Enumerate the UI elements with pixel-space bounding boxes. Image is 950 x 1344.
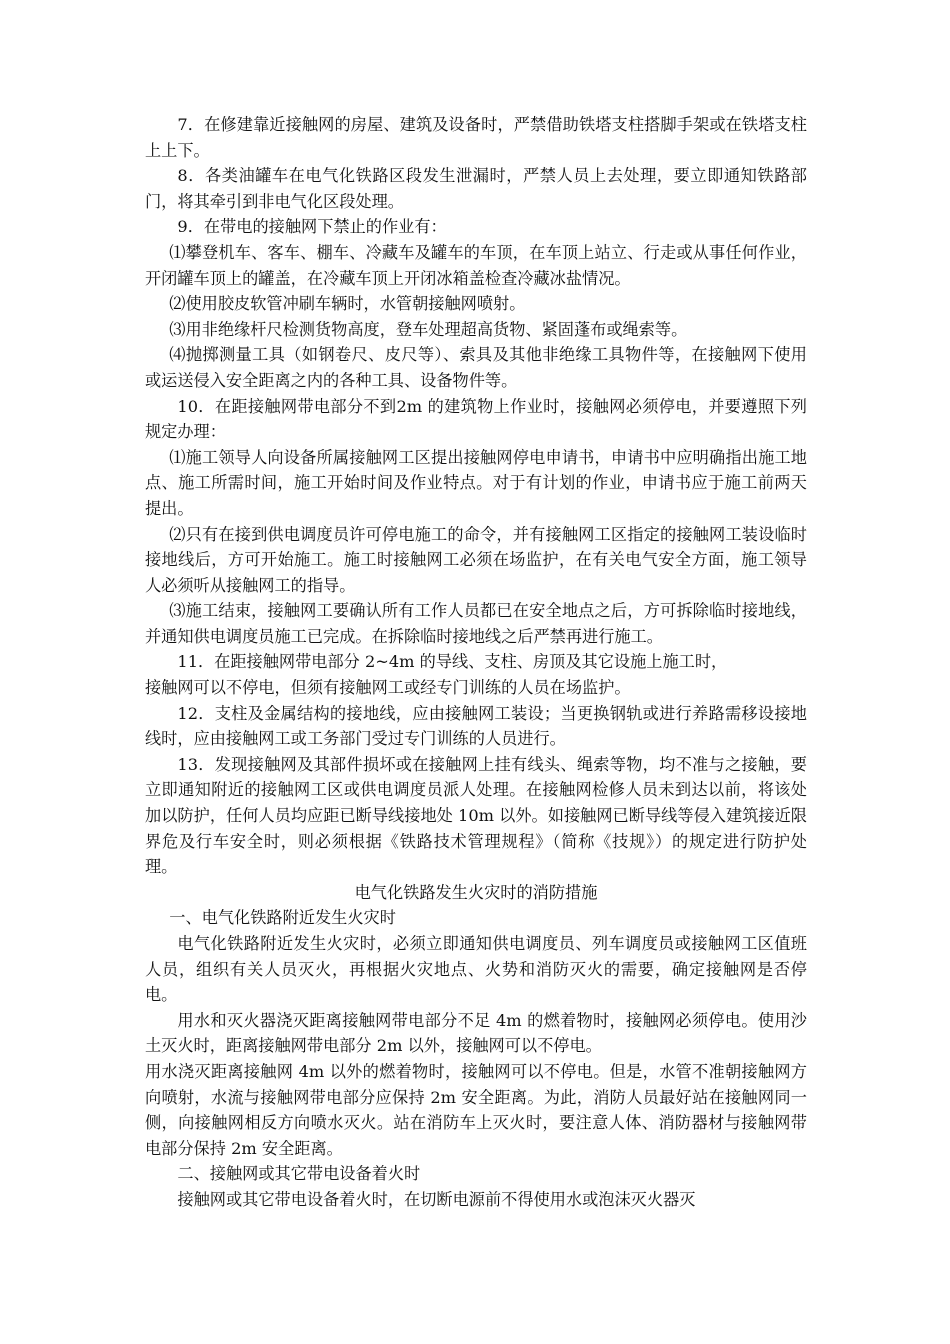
paragraph-9-item-2: ⑵使用胶皮软管冲刷车辆时，水管朝接触网喷射。: [169, 294, 526, 314]
paragraph-10-item-1: ⑴施工领导人向设备所属接触网工区提出接触网停电申请书，申请书中应明确指出施工地点、施工所需时间，施工开始时间及作业特点。对于有计划的作业，申请书应于施工前两天提出。: [145, 447, 807, 518]
paragraph-12: 12．支柱及金属结构的接地线，应由接触网工装设；当更换钢轨或进行养路需移设接地线时，应由接触网工或工务部门受过专门训练的人员进行。: [145, 703, 807, 749]
document-body: [145, 112, 807, 1213]
paragraph-7: 7．在修建靠近接触网的房屋、建筑及设备时，严禁借助铁塔支柱搭脚手架或在铁塔支柱上上下。: [145, 115, 807, 160]
paragraph-fire-2: 用水和灭火器浇灭距离接触网带电部分不足 4m 的燃着物时，接触网必须停电。使用沙土灭火时，距离接触网带电部分 2m 以外，接触网可以不停电。: [145, 1010, 807, 1056]
paragraph-10-item-3: ⑶施工结束，接触网工要确认所有工作人员都已在安全地点之后，方可拆除临时接地线，并通知供电调度员施工已完成。在拆除临时接地线之后严禁再进行施工。: [145, 601, 807, 646]
paragraph-9-item-4: ⑷抛掷测量工具（如钢卷尺、皮尺等）、索具及其他非绝缘工具物件等，在接触网下使用或运送侵入安全距离之内的各种工具、设备物件等。: [145, 345, 807, 390]
section-title: 电气化铁路发生火灾时的消防措施: [354, 882, 598, 902]
subheading-2: 二、接触网或其它带电设备着火时: [177, 1164, 421, 1184]
paragraph-11: 11．在距接触网带电部分 2~4m 的导线、支柱、房顶及其它设施上施工时，: [177, 652, 728, 672]
paragraph-9-item-3: ⑶用非绝缘杆尺检测货物高度，登车处理超高货物、紧固蓬布或绳索等。: [169, 319, 688, 339]
paragraph-fire-1: 电气化铁路附近发生火灾时，必须立即通知供电调度员、列车调度员或接触网工区值班人员，组织有关人员灭火，再根据火灾地点、火势和消防灭火的需要，确定接触网是否停电。: [145, 934, 807, 1005]
paragraph-11-cont: 接触网可以不停电，但须有接触网工或经专门训练的人员在场监护。: [145, 678, 631, 698]
paragraph-10-item-2: ⑵只有在接到供电调度员许可停电施工的命令，并有接触网工区指定的接触网工装设临时接地线后，方可开始施工。施工时接触网工必须在场监护，在有关电气安全方面，施工领导人必须听从接触网工的指导。: [145, 524, 807, 595]
paragraph-9: 9．在带电的接触网下禁止的作业有：: [177, 217, 447, 237]
paragraph-9-item-1: ⑴攀登机车、客车、棚车、冷藏车及罐车的车顶，在车顶上站立、行走或从事任何作业，开闭罐车顶上的罐盖，在冷藏车顶上开闭冰箱盖检查冷藏冰盐情况。: [145, 242, 807, 288]
paragraph-fire-4: 接触网或其它带电设备着火时，在切断电源前不得使用水或泡沫灭火器灭: [177, 1189, 696, 1209]
paragraph-8: 8．各类油罐车在电气化铁路区段发生泄漏时，严禁人员上去处理，要立即通知铁路部门，将其牵引到非电气化区段处理。: [145, 166, 807, 211]
paragraph-10: 10．在距接触网带电部分不到2m 的建筑物上作业时，接触网必须停电，并要遵照下列规定办理：: [145, 396, 807, 442]
subheading-1: 一、电气化铁路附近发生火灾时: [169, 908, 396, 928]
paragraph-13: 13．发现接触网及其部件损坏或在接触网上挂有线头、绳索等物，均不准与之接触，要立即通知附近的接触网工区或供电调度员派人处理。在接触网检修人员未到达以前，将该处加以防护，任何人员均应距已断导线接地处 10m 以外。如接触网已断导线等侵入建筑接近限界危及行车安全时，则必须根据《铁路技术管理规程》（简称《技规》）的规定进行防护处理。: [145, 754, 807, 877]
paragraph-fire-3: 用水浇灭距离接触网 4m 以外的燃着物时，接触网可以不停电。但是，水管不准朝接触网方向喷射，水流与接触网带电部分应保持 2m 安全距离。为此，消防人员最好站在接触网同一侧，向接触网相反方向喷水灭火。站在消防车上灭火时，要注意人体、消防器材与接触网带电部分保持 2m 安全距离。: [145, 1061, 807, 1158]
